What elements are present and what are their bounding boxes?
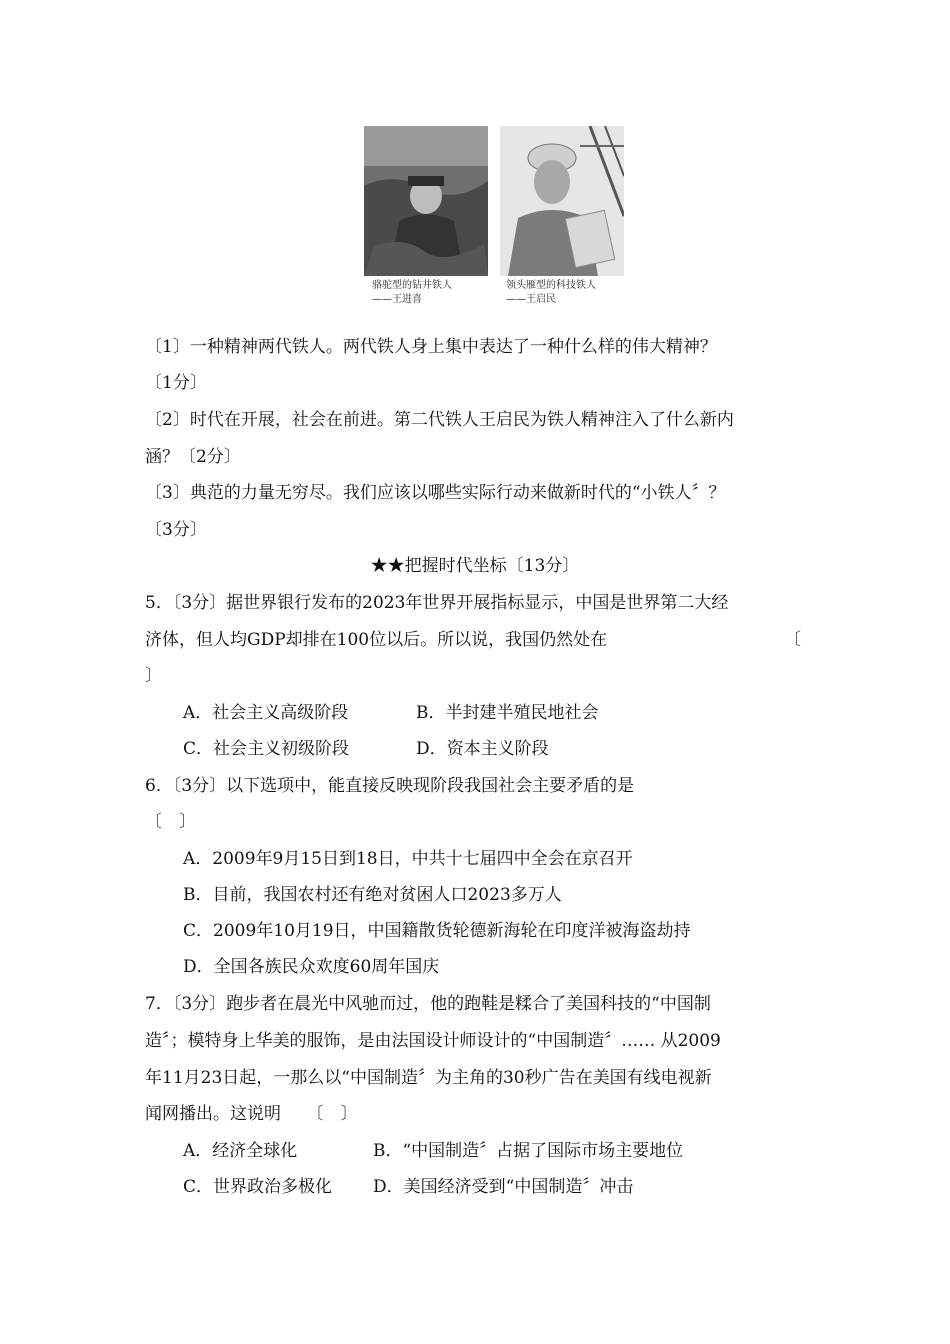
left-photo-caption [372,279,452,307]
q4-sub2-line2: 涵？〔2分〕 [145,447,241,467]
q5-option-b: B．半封建半殖民地社会 [416,703,599,723]
q7-option-c: C．世界政治多极化 [183,1177,333,1197]
wang-jinxi-photo [364,126,488,276]
q7-line1: 7．〔3分〕跑步者在晨光中风驰而过，他的跑鞋是糅合了美国科技的“中国制 [145,994,711,1014]
q7-option-a: A．经济全球化 [183,1141,298,1161]
q6-option-b: B．目前，我国农村还有绝对贫困人口2023多万人 [183,885,562,905]
q7-line3: 年11月23日起，一那么以“中国制造〞为主角的30秒广告在美国有线电视新 [145,1068,712,1088]
q6-line2: 〔 〕 [145,812,196,832]
q4-sub3-line2: 〔3分〕 [145,520,207,540]
q4-sub1-line1: 〔1〕一种精神两代铁人。两代铁人身上集中表达了一种什么样的伟大精神？ [145,337,717,357]
right-caption-line1: 领头雁型的科技铁人 [506,280,596,291]
q7-option-b: B．“中国制造〞占据了国际市场主要地位 [373,1141,684,1161]
q5-paren-open: 〔 [784,630,801,650]
section-title: ★★把握时代坐标〔13分〕 [370,556,580,576]
q7-line4: 闻网播出。这说明 〔 〕 [145,1104,358,1124]
q4-sub3-line1: 〔3〕典范的力量无穷尽。我们应该以哪些实际行动来做新时代的“小铁人〞？ [145,483,726,503]
right-photo-caption [506,279,596,307]
q6-line1: 6．〔3分〕以下选项中，能直接反映现阶段我国社会主要矛盾的是 [145,776,635,796]
q5-option-d: D．资本主义阶段 [416,739,549,759]
left-caption-line2: ——王进喜 [372,294,422,305]
q6-option-a: A．2009年9月15日到18日，中共十七届四中全会在京召开 [183,849,633,869]
iron-man-figure [364,126,628,316]
q5-paren-close: 〕 [145,666,162,686]
q6-option-c: C．2009年10月19日，中国籍散货轮德新海轮在印度洋被海盗劫持 [183,921,691,941]
left-caption-line1: 骆驼型的钻井铁人 [372,280,452,291]
q7-line2: 造〞；模特身上华美的服饰，是由法国设计师设计的“中国制造〞…… 从2009 [145,1031,721,1051]
q4-sub2-line1: 〔2〕时代在开展，社会在前进。第二代铁人王启民为铁人精神注入了什么新内 [145,410,734,430]
q7-option-d: D．美国经济受到“中国制造〞冲击 [373,1177,634,1197]
q6-option-d: D．全国各族民众欢度60周年国庆 [183,957,440,977]
q5-option-a: A．社会主义高级阶段 [183,703,349,723]
right-caption-line2: ——王启民 [506,294,556,305]
q4-sub1-line2: 〔1分〕 [145,373,207,393]
q5-line1: 5．〔3分〕据世界银行发布的2023年世界开展指标显示，中国是世界第二大经 [145,593,729,613]
q5-option-c: C．社会主义初级阶段 [183,739,350,759]
wang-qimin-photo [500,126,624,276]
q5-line2: 济体，但人均GDP却排在100位以后。所以说，我国仍然处在 [145,630,608,650]
